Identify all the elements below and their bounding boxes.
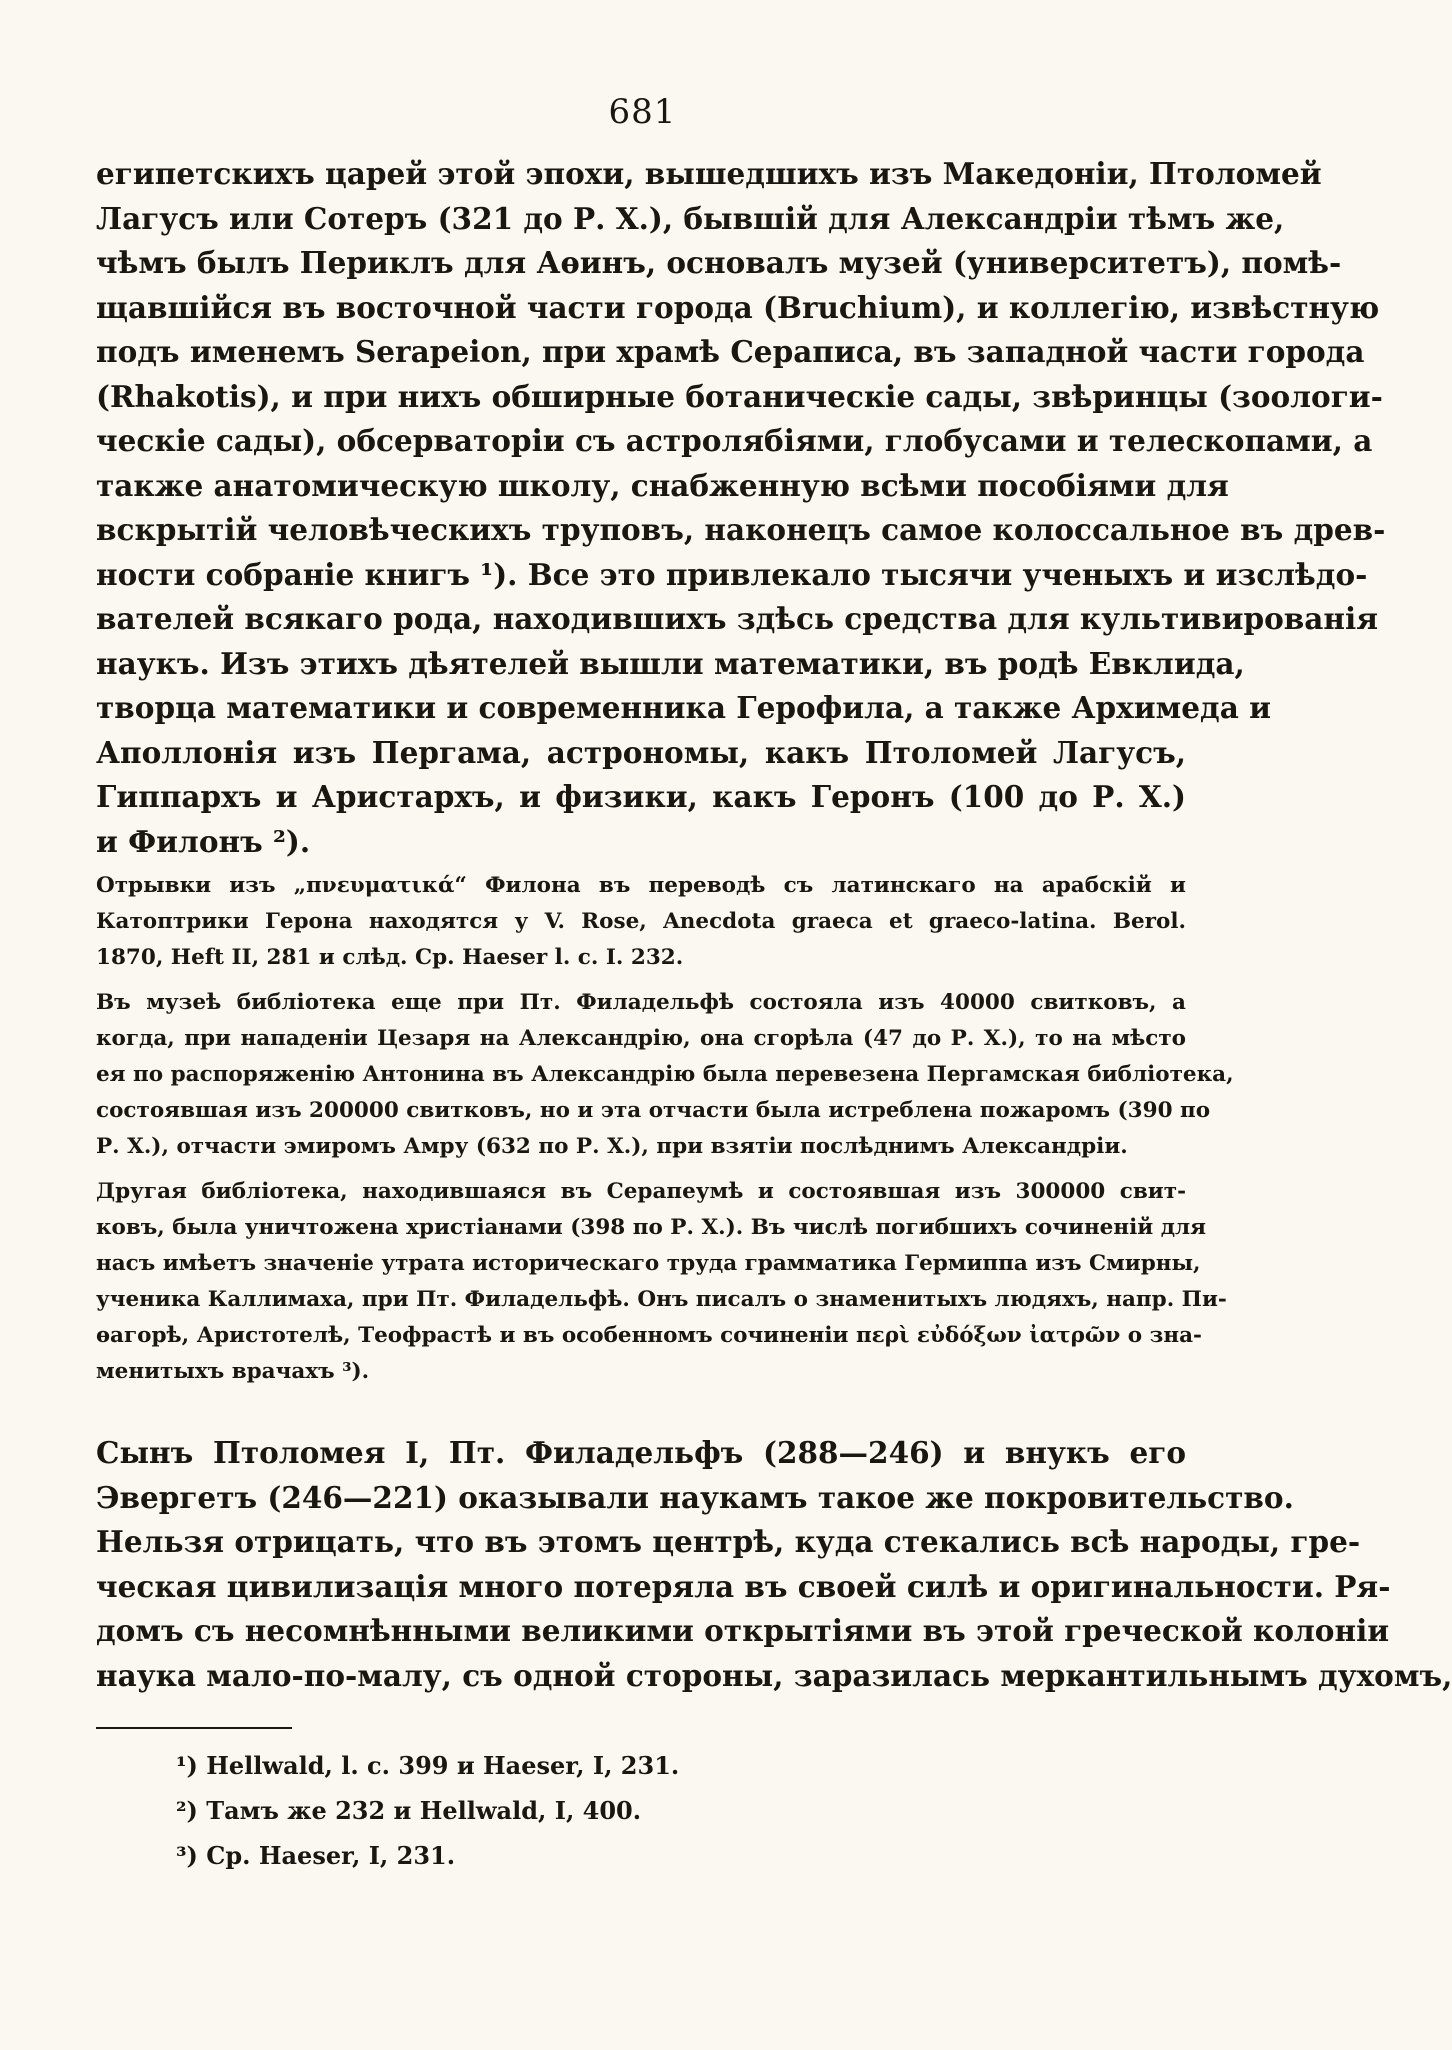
- text-line: наука мало-по-малу, съ одной стороны, заразилась меркантильнымъ духомъ,: [96, 1657, 1452, 1693]
- text-line: щавшійся въ восточной части города (Bruchium), и коллегію, извѣстную: [96, 289, 1380, 325]
- text-line: вателей всякаго рода, находившихъ здѣсь средства для культивированія: [96, 601, 1378, 636]
- text-line: подъ именемъ Serapeion, при храмѣ Сераписа, въ западной части города: [96, 334, 1365, 369]
- note-paragraph: [96, 868, 1186, 977]
- text-line: чѣмъ былъ Периклъ для Аѳинъ, основалъ музей (университетъ), помѣ-: [96, 245, 1342, 280]
- text-line: Лагусъ или Сотеръ (321 до Р. Х.), бывшій для Александріи тѣмъ же,: [96, 200, 1285, 236]
- note-line: Отрывки изъ „πνευματικά“ Филона въ переводѣ съ латинскаго на арабскій и: [96, 873, 1186, 898]
- text-line: наукъ. Изъ этихъ дѣятелей вышли математики, въ родѣ Евклида,: [96, 645, 1245, 681]
- note-line: ея по распоряженію Антонина въ Александрію была перевезена Пергамская библіотека,: [96, 1061, 1234, 1087]
- note-line: Въ музеѣ библіотека еще при Пт. Филадельфѣ состояла изъ 40000 свитковъ, а: [96, 989, 1186, 1015]
- note-line: Другая библіотека, находившаяся въ Серапеумѣ и состоявшая изъ 300000 свит-: [96, 1178, 1186, 1204]
- note-line: когда, при нападеніи Цезаря на Александрію, она сгорѣла (47 до Р. Х.), то на мѣсто: [96, 1025, 1186, 1051]
- text-line: Нельзя отрицать, что въ этомъ центрѣ, куда стекались всѣ народы, гре-: [96, 1524, 1361, 1559]
- footnotes-block: [176, 1743, 976, 1878]
- note-paragraph: [96, 985, 1234, 1166]
- page-number: 681: [608, 92, 677, 132]
- note-line: ѳагорѣ, Аристотелѣ, Теофрастѣ и въ особенномъ сочиненіи περὶ εὐδόξων ἰατρῶν о зна-: [96, 1323, 1202, 1349]
- note-line: Катоптрики Герона находятся у V. Rose, Anecdota graeca et graeco-latina. Berol.: [96, 909, 1186, 935]
- footnote: ³) Ср. Haeser, I, 231.: [176, 1841, 456, 1870]
- footnote-separator: [96, 1727, 292, 1729]
- text-line: ческая цивилизація много потеряла въ своей силѣ и оригинальности. Ря-: [96, 1568, 1391, 1604]
- inline-notes-block: [96, 868, 1234, 1391]
- text-line: (Rhakotis), и при нихъ обширные ботаническіе сады, звѣринцы (зоологи-: [96, 378, 1383, 414]
- main-text-block-2: [96, 1431, 1452, 1698]
- note-line: состоявшая изъ 200000 свитковъ, но и эта отчасти была истреблена пожаромъ (390 по: [96, 1098, 1211, 1124]
- note-line: Р. Х.), отчасти эмиромъ Амру (632 по Р. Х.), при взятіи послѣднимъ Александріи.: [96, 1134, 1128, 1160]
- text-line: Гиппархъ и Аристархъ, и физики, какъ Геронъ (100 до Р. Х.): [96, 779, 1186, 814]
- note-line: 1870, Heft II, 281 и слѣд. Ср. Haeser l. c. I. 232.: [96, 945, 684, 971]
- text-line: домъ съ несомнѣнными великими открытіями въ этой греческой колоніи: [96, 1613, 1390, 1648]
- note-paragraph: [96, 1174, 1227, 1391]
- text-line: ческіе сады), обсерваторіи съ астролябіями, глобусами и телескопами, а: [96, 423, 1373, 458]
- text-line: египетскихъ царей этой эпохи, вышедшихъ изъ Македоніи, Птоломей: [96, 156, 1322, 191]
- text-line: Эвергетъ (246—221) оказывали наукамъ такое же покровительство.: [96, 1479, 1294, 1515]
- note-line: ковъ, была уничтожена христіанами (398 по Р. Х.). Въ числѣ погибшихъ сочиненій для: [96, 1214, 1207, 1240]
- text-line: Сынъ Птоломея I, Пт. Филадельфъ (288—246) и внукъ его: [96, 1435, 1186, 1470]
- main-text-block-1: [96, 152, 1386, 864]
- footnote: ²) Тамъ же 232 и Hellwald, I, 400.: [176, 1796, 642, 1825]
- text-line: также анатомическую школу, снабженную всѣми пособіями для: [96, 467, 1229, 503]
- note-line: менитыхъ врачахъ ³).: [96, 1359, 370, 1385]
- note-line: насъ имѣетъ значеніе утрата историческаго труда грамматика Гермиппа изъ Смирны,: [96, 1250, 1201, 1276]
- text-line: и Филонъ ²).: [96, 823, 311, 859]
- footnote: ¹) Hellwald, l. c. 399 и Haeser, I, 231.: [176, 1751, 680, 1780]
- text-line: творца математики и современника Герофила, а также Архимеда и: [96, 690, 1271, 725]
- text-line: вскрытій человѣческихъ труповъ, наконецъ самое колоссальное въ древ-: [96, 512, 1386, 547]
- text-line: Аполлонія изъ Пергама, астрономы, какъ Птоломей Лагусъ,: [96, 734, 1186, 770]
- text-line: ности собраніе книгъ ¹). Все это привлекало тысячи ученыхъ и изслѣдо-: [96, 556, 1368, 592]
- note-line: ученика Каллимаха, при Пт. Филадельфѣ. Онъ писалъ о знаменитыхъ людяхъ, напр. Пи-: [96, 1287, 1227, 1313]
